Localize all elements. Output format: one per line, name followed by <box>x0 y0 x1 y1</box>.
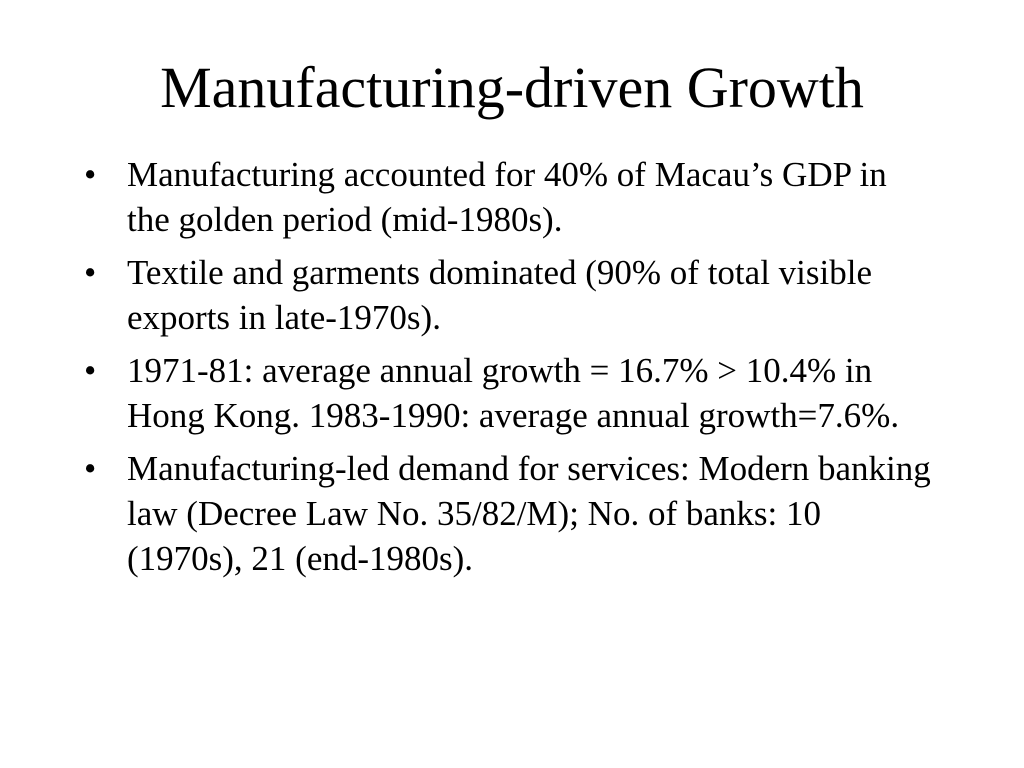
bullet-text: 1971-81: average annual growth = 16.7% > 10.4% in Hong Kong. 1983-1990: average annual growth=7.6%. <box>127 351 900 435</box>
bullet-list <box>84 152 934 589</box>
bullet-icon: • <box>84 155 97 194</box>
bullet-text: Textile and garments dominated (90% of total visible exports in late-1970s). <box>127 253 872 337</box>
bullet-text: Manufacturing-led demand for services: Modern banking law (Decree Law No. 35/82/M); No. of banks: 10 (1970s), 21 (end-1980s). <box>127 449 931 578</box>
bullet-text: Manufacturing accounted for 40% of Macau’s GDP in the golden period (mid-1980s). <box>127 155 887 239</box>
bullet-item-textile-garments <box>84 250 934 340</box>
bullet-item-services-banking <box>84 446 934 581</box>
slide-title: Manufacturing-driven Growth <box>160 55 864 120</box>
bullet-icon: • <box>84 449 97 488</box>
bullet-icon: • <box>84 253 97 292</box>
bullet-item-growth-rates <box>84 348 934 438</box>
bullet-item-manufacturing-share <box>84 152 934 242</box>
bullet-icon: • <box>84 351 97 390</box>
